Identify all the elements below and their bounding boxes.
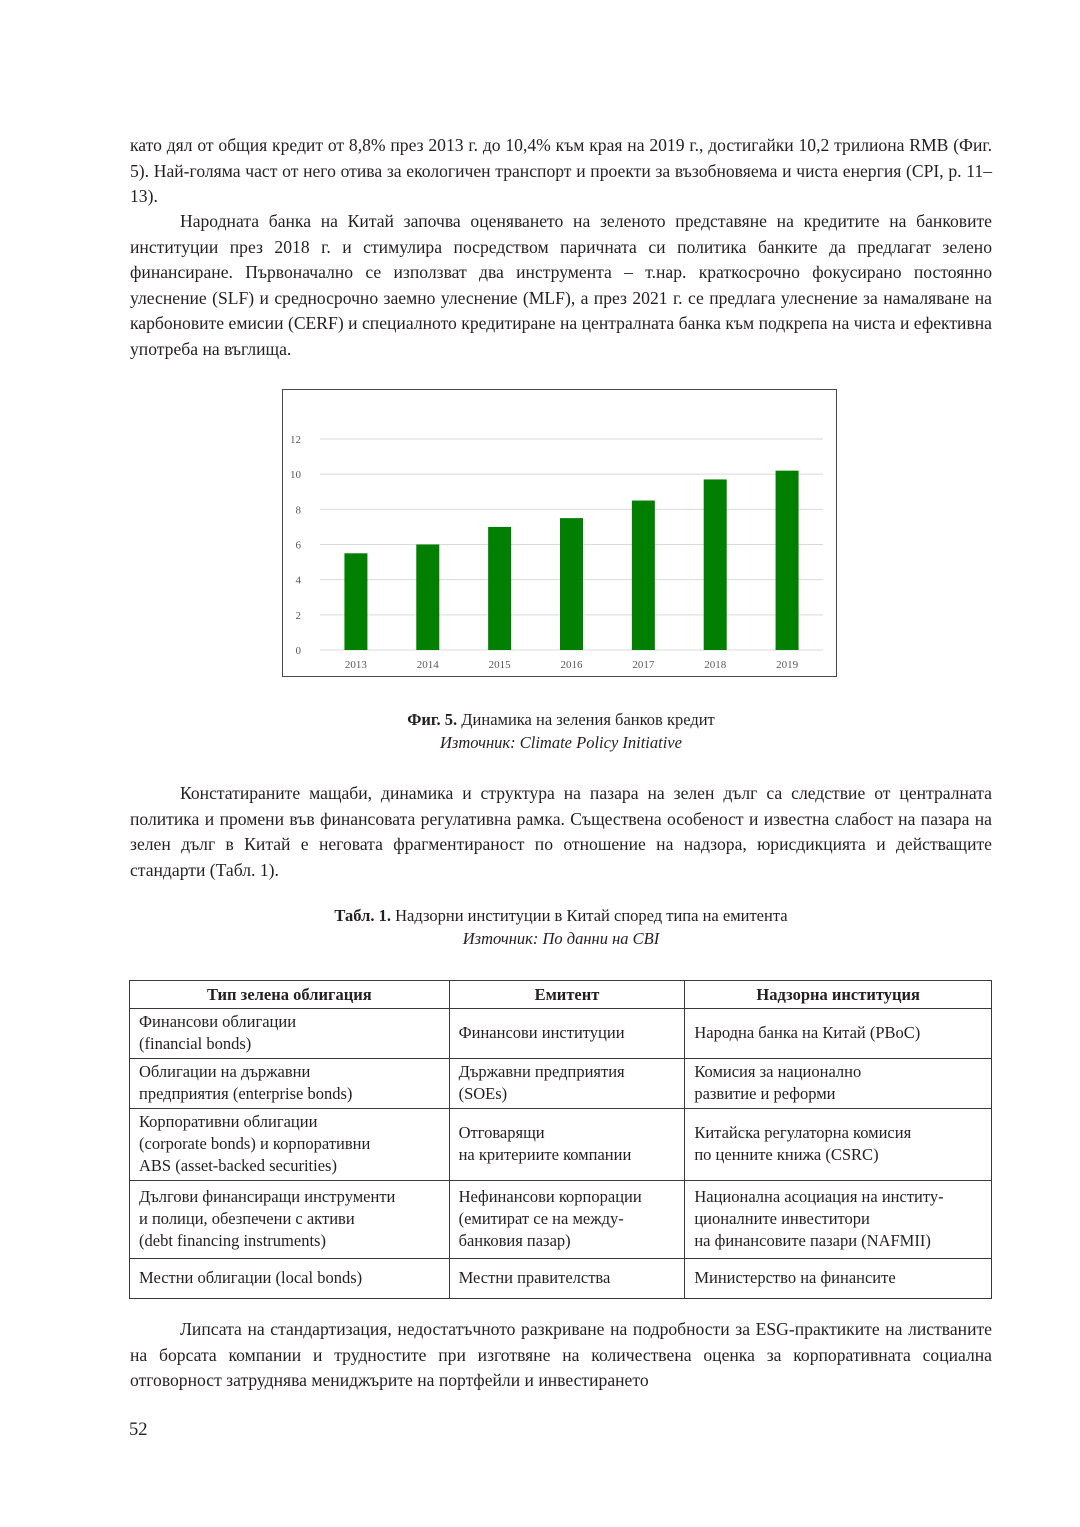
cell-text-line: Финансови облигации — [139, 1012, 297, 1031]
green-credit-bar-chart — [282, 389, 837, 677]
cell-text-line: Народна банка на Китай (PBoC) — [694, 1023, 921, 1042]
table-row — [130, 1109, 992, 1181]
bar-2014 — [416, 545, 439, 651]
cell-text-line: Финансови институции — [458, 1023, 625, 1042]
chart-canvas — [283, 390, 836, 676]
cell-bond-type — [130, 1109, 450, 1181]
x-tick-label: 2018 — [704, 659, 727, 671]
table-row — [130, 1009, 992, 1059]
figure-title: Динамика на зеления банков кредит — [457, 710, 715, 729]
cell-text-line: Държавни предприятия — [458, 1062, 625, 1081]
cell-issuer — [449, 1009, 685, 1059]
cell-supervisor — [685, 1009, 992, 1059]
cell-bond-type — [130, 1181, 450, 1259]
table-label: Табл. 1. — [334, 906, 391, 925]
cell-text-line: Национална асоциация на институ- — [694, 1187, 944, 1206]
cell-text-line: Местни правителства — [458, 1268, 611, 1287]
figure-caption — [130, 708, 992, 754]
cell-text-line: (емитират се на между- — [458, 1209, 624, 1228]
y-tick-label: 8 — [295, 504, 301, 517]
cell-text-line: Комисия за национално — [694, 1062, 862, 1081]
cell-text-line: развитие и реформи — [694, 1084, 836, 1103]
cell-issuer — [449, 1059, 685, 1109]
cell-text-line: (debt financing instruments) — [139, 1231, 326, 1250]
y-tick-label: 6 — [295, 539, 301, 552]
cell-text-line: Министерство на финансите — [694, 1268, 896, 1287]
bar-2016 — [560, 518, 583, 650]
cell-text-line: (corporate bonds) и корпоративни — [139, 1134, 371, 1153]
x-tick-label: 2015 — [488, 659, 511, 671]
cell-supervisor — [685, 1109, 992, 1181]
table-source: Източник: По данни на CBI — [462, 929, 660, 948]
cell-text-line: на критериите компании — [458, 1145, 632, 1164]
cell-text-line: банковия пазар) — [458, 1231, 571, 1250]
supervisory-institutions-table — [129, 980, 992, 1299]
table-row — [130, 1059, 992, 1109]
cell-text-line: и полици, обезпечени с активи — [139, 1209, 355, 1228]
cell-text-line: предприятия (enterprise bonds) — [139, 1084, 353, 1103]
paragraph-2: Народната банка на Китай започва оценяването на зеленото представяне на кредитите на банковите институции през 2018 г. и стимулира посредством паричната си политика банките да предлагат зелено финансиране. Първоначално се използват два инструмента – т.нар. краткосрочно фокусирано постоянно улеснение (SLF) и средносрочно заемно улеснение (MLF), а през 2021 г. се предлага улеснение за намаляване на карбоновите емисии (CERF) и специалното кредитиране на централната банка към подкрепа на чиста и ефективна употреба на въглища. — [130, 211, 992, 359]
cell-bond-type — [130, 1259, 450, 1299]
paragraph-3: Констатираните мащаби, динамика и структура на пазара на зелен дълг са следствие от централната политика и промени във финансовата регулативна рамка. Съществена особеност и известна слабост на пазара на зелен дълг в Китай е неговата фрагментираност по отношение на надзора, юрисдикцията и действащите стандарти (Табл. 1). — [130, 783, 992, 880]
cell-issuer — [449, 1181, 685, 1259]
cell-text-line: Дългови финансиращи инструменти — [139, 1187, 396, 1206]
cell-text-line: Местни облигации (local bonds) — [139, 1268, 363, 1287]
header-issuer: Емитент — [449, 981, 685, 1009]
bar-2019 — [776, 471, 799, 650]
cell-text-line: Корпоративни облигации — [139, 1112, 318, 1131]
cell-text-line: ABS (asset-backed securities) — [139, 1156, 337, 1175]
x-tick-label: 2016 — [560, 659, 583, 671]
bar-2015 — [488, 527, 511, 650]
figure-source: Източник: Climate Policy Initiative — [440, 733, 682, 752]
table-title: Надзорни институции в Китай според типа на емитента — [391, 906, 788, 925]
y-tick-label: 10 — [290, 469, 301, 482]
cell-text-line: (financial bonds) — [139, 1034, 252, 1053]
cell-text-line: Китайска регулаторна комисия — [694, 1123, 912, 1142]
bar-2017 — [632, 501, 655, 650]
x-tick-label: 2014 — [416, 659, 439, 671]
cell-bond-type — [130, 1009, 450, 1059]
cell-supervisor — [685, 1259, 992, 1299]
x-tick-label: 2013 — [344, 659, 367, 671]
paragraph-1: като дял от общия кредит от 8,8% през 2013 г. до 10,4% към края на 2019 г., достигайки 10,2 трилиона RMB (Фиг. 5). Най-голяма част от него отива за екологичен транспорт и проекти за възобновяема и чиста енергия (CPI, p. 11–13). — [130, 135, 992, 207]
cell-text-line: Нефинансови корпорации — [458, 1187, 642, 1206]
cell-issuer — [449, 1109, 685, 1181]
table-header-row — [130, 981, 992, 1009]
cell-supervisor — [685, 1181, 992, 1259]
header-bond-type: Тип зелена облигация — [130, 981, 450, 1009]
paragraph-4: Липсата на стандартизация, недостатъчното разкриване на подробности за ESG-практиките на листваните на борсата компании и трудностите при изготвяне на количествена оценка за корпоративната социална отговорност затруднява мениджърите на портфейли и инвестирането — [130, 1319, 992, 1391]
table-caption — [130, 904, 992, 950]
cell-text-line: ционалните инвеститори — [694, 1209, 870, 1228]
bar-2018 — [704, 479, 727, 650]
y-tick-label: 0 — [295, 645, 301, 657]
bar-2013 — [344, 553, 367, 650]
x-tick-label: 2019 — [776, 659, 799, 671]
cell-text-line: на финансовите пазари (NAFMII) — [694, 1231, 931, 1250]
table-row — [130, 1259, 992, 1299]
y-tick-label: 2 — [295, 609, 301, 622]
cell-issuer — [449, 1259, 685, 1299]
figure-label: Фиг. 5. — [407, 710, 458, 729]
page-number: 52 — [129, 1420, 148, 1440]
y-tick-label: 12 — [290, 434, 301, 446]
y-tick-label: 4 — [295, 574, 301, 587]
cell-text-line: Отговарящи — [458, 1123, 545, 1142]
cell-bond-type — [130, 1059, 450, 1109]
cell-text-line: (SOEs) — [458, 1084, 508, 1103]
table-row — [130, 1181, 992, 1259]
cell-text-line: по ценните книжа (CSRC) — [694, 1145, 879, 1164]
x-tick-label: 2017 — [632, 659, 655, 671]
cell-supervisor — [685, 1059, 992, 1109]
header-supervisor: Надзорна институция — [685, 981, 992, 1009]
cell-text-line: Облигации на държавни — [139, 1062, 311, 1081]
